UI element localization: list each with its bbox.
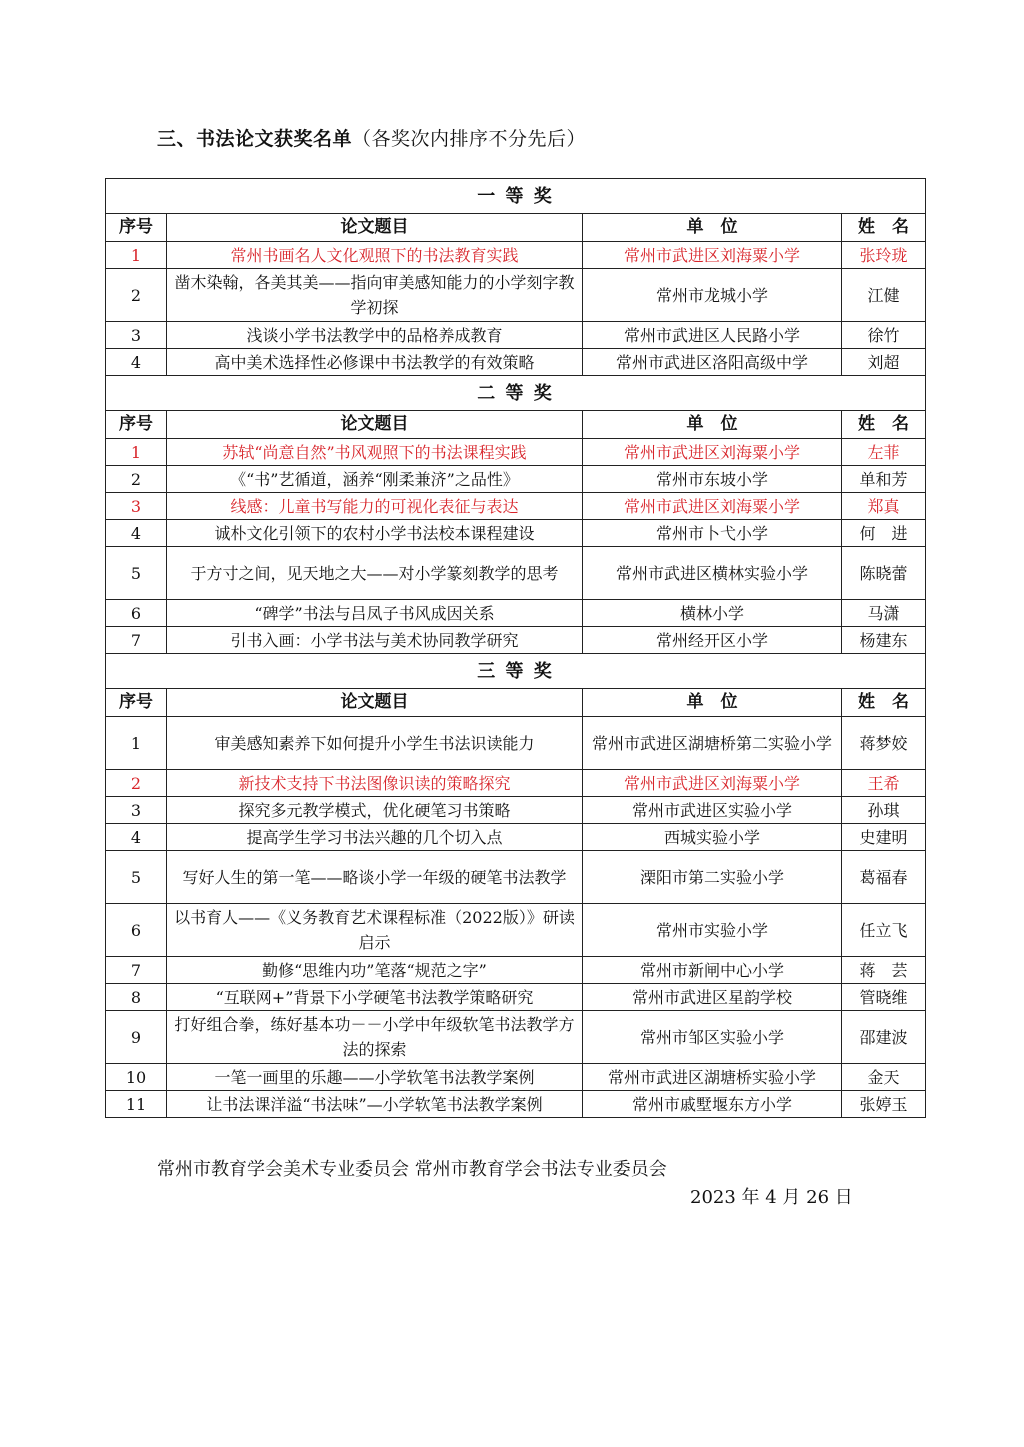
header-no: 序号 <box>106 689 167 717</box>
cell-name: 孙琪 <box>842 797 926 824</box>
cell-no: 3 <box>106 797 167 824</box>
cell-unit: 溧阳市第二实验小学 <box>583 851 842 904</box>
cell-unit: 西城实验小学 <box>583 824 842 851</box>
cell-no: 4 <box>106 824 167 851</box>
cell-no: 6 <box>106 904 167 957</box>
cell-unit: 常州市武进区人民路小学 <box>583 322 842 349</box>
header-no: 序号 <box>106 214 167 242</box>
cell-title: 一笔一画里的乐趣——小学软笔书法教学案例 <box>167 1064 583 1091</box>
column-header-row <box>106 411 926 439</box>
table-row <box>106 600 926 627</box>
cell-no: 5 <box>106 547 167 600</box>
cell-name: 徐竹 <box>842 322 926 349</box>
cell-unit: 常州市卜弋小学 <box>583 520 842 547</box>
cell-name: 左菲 <box>842 439 926 466</box>
cell-title: 审美感知素养下如何提升小学生书法识读能力 <box>167 717 583 770</box>
cell-unit: 常州市龙城小学 <box>583 269 842 322</box>
table-row <box>106 770 926 797</box>
column-header-row <box>106 214 926 242</box>
table-row <box>106 547 926 600</box>
cell-name: 张玲珑 <box>842 242 926 269</box>
cell-name: 金天 <box>842 1064 926 1091</box>
cell-title: 诚朴文化引领下的农村小学书法校本课程建设 <box>167 520 583 547</box>
table-row <box>106 269 926 322</box>
cell-no: 3 <box>106 493 167 520</box>
table-row <box>106 797 926 824</box>
table-row <box>106 520 926 547</box>
cell-unit: 常州市武进区刘海粟小学 <box>583 242 842 269</box>
table-row <box>106 904 926 957</box>
cell-unit: 常州市武进区湖塘桥实验小学 <box>583 1064 842 1091</box>
cell-title: 探究多元教学模式，优化硬笔习书策略 <box>167 797 583 824</box>
cell-name: 邵建波 <box>842 1011 926 1064</box>
header-title: 论文题目 <box>167 689 583 717</box>
table-row <box>106 1064 926 1091</box>
cell-name: 何 进 <box>842 520 926 547</box>
cell-no: 1 <box>106 439 167 466</box>
award-grade-label: 二 等 奖 <box>106 376 926 411</box>
cell-title: 常州书画名人文化观照下的书法教育实践 <box>167 242 583 269</box>
cell-no: 2 <box>106 269 167 322</box>
header-title: 论文题目 <box>167 214 583 242</box>
cell-no: 1 <box>106 717 167 770</box>
table-row <box>106 493 926 520</box>
cell-no: 4 <box>106 349 167 376</box>
table-row <box>106 957 926 984</box>
header-name: 姓 名 <box>842 689 926 717</box>
cell-name: 郑真 <box>842 493 926 520</box>
cell-title: 新技术支持下书法图像识读的策略探究 <box>167 770 583 797</box>
table-row <box>106 851 926 904</box>
cell-unit: 常州市武进区刘海粟小学 <box>583 493 842 520</box>
cell-name: 任立飞 <box>842 904 926 957</box>
cell-name: 张婷玉 <box>842 1091 926 1118</box>
cell-title: 于方寸之间，见天地之大——对小学篆刻教学的思考 <box>167 547 583 600</box>
table-row <box>106 242 926 269</box>
header-unit: 单 位 <box>583 689 842 717</box>
table-row <box>106 627 926 654</box>
header-title: 论文题目 <box>167 411 583 439</box>
header-no: 序号 <box>106 411 167 439</box>
cell-title: 以书育人——《义务教育艺术课程标准（2022版）》研读启示 <box>167 904 583 957</box>
cell-title: 写好人生的第一笔——略谈小学一年级的硬笔书法教学 <box>167 851 583 904</box>
award-grade-row <box>106 179 926 214</box>
cell-name: 杨建东 <box>842 627 926 654</box>
table-row <box>106 466 926 493</box>
footer-organizers: 常州市教育学会美术专业委员会 常州市教育学会书法专业委员会 <box>157 1159 667 1180</box>
cell-unit: 常州市邹区实验小学 <box>583 1011 842 1064</box>
cell-unit: 常州市武进区洛阳高级中学 <box>583 349 842 376</box>
header-name: 姓 名 <box>842 411 926 439</box>
cell-name: 刘超 <box>842 349 926 376</box>
cell-no: 9 <box>106 1011 167 1064</box>
cell-name: 马潇 <box>842 600 926 627</box>
cell-title: 打好组合拳，练好基本功－－小学中年级软笔书法教学方法的探索 <box>167 1011 583 1064</box>
heading-title: 三、书法论文获奖名单 <box>157 128 353 150</box>
cell-no: 4 <box>106 520 167 547</box>
cell-title: 勤修“思维内功”笔落“规范之字” <box>167 957 583 984</box>
cell-no: 10 <box>106 1064 167 1091</box>
cell-unit: 常州市新闸中心小学 <box>583 957 842 984</box>
cell-title: 《“书”艺循道，涵养“刚柔兼济”之品性》 <box>167 466 583 493</box>
cell-title: “碑学”书法与吕凤子书风成因关系 <box>167 600 583 627</box>
table-row <box>106 349 926 376</box>
cell-no: 1 <box>106 242 167 269</box>
heading-note: （各奖次内排序不分先后） <box>352 128 587 150</box>
table-row <box>106 1091 926 1118</box>
cell-unit: 常州市武进区实验小学 <box>583 797 842 824</box>
cell-no: 7 <box>106 627 167 654</box>
cell-unit: 横林小学 <box>583 600 842 627</box>
awards-table <box>105 178 926 1118</box>
table-row <box>106 824 926 851</box>
table-row <box>106 322 926 349</box>
table-row <box>106 984 926 1011</box>
table-row <box>106 1011 926 1064</box>
cell-unit: 常州市武进区刘海粟小学 <box>583 770 842 797</box>
cell-unit: 常州经开区小学 <box>583 627 842 654</box>
award-grade-row <box>106 654 926 689</box>
cell-unit: 常州市武进区湖塘桥第二实验小学 <box>583 717 842 770</box>
award-grade-row <box>106 376 926 411</box>
cell-name: 王希 <box>842 770 926 797</box>
cell-no: 11 <box>106 1091 167 1118</box>
award-grade-label: 三 等 奖 <box>106 654 926 689</box>
cell-no: 8 <box>106 984 167 1011</box>
cell-title: 线感：儿童书写能力的可视化表征与表达 <box>167 493 583 520</box>
cell-name: 单和芳 <box>842 466 926 493</box>
cell-title: “互联网+”背景下小学硬笔书法教学策略研究 <box>167 984 583 1011</box>
cell-name: 蒋 芸 <box>842 957 926 984</box>
cell-title: 让书法课洋溢“书法味”—小学软笔书法教学案例 <box>167 1091 583 1118</box>
cell-unit: 常州市东坡小学 <box>583 466 842 493</box>
cell-no: 7 <box>106 957 167 984</box>
cell-unit: 常州市武进区星韵学校 <box>583 984 842 1011</box>
header-name: 姓 名 <box>842 214 926 242</box>
cell-name: 江健 <box>842 269 926 322</box>
cell-title: 苏轼“尚意自然”书风观照下的书法课程实践 <box>167 439 583 466</box>
cell-title: 凿木染翰，各美其美——指向审美感知能力的小学刻字教学初探 <box>167 269 583 322</box>
cell-no: 6 <box>106 600 167 627</box>
page-heading <box>157 124 586 151</box>
table-row <box>106 717 926 770</box>
header-unit: 单 位 <box>583 411 842 439</box>
award-grade-label: 一 等 奖 <box>106 179 926 214</box>
awards-table-body <box>106 179 926 1118</box>
cell-name: 葛福春 <box>842 851 926 904</box>
cell-title: 高中美术选择性必修课中书法教学的有效策略 <box>167 349 583 376</box>
cell-name: 陈晓蕾 <box>842 547 926 600</box>
cell-title: 提高学生学习书法兴趣的几个切入点 <box>167 824 583 851</box>
table-row <box>106 439 926 466</box>
cell-name: 史建明 <box>842 824 926 851</box>
cell-name: 蒋梦姣 <box>842 717 926 770</box>
cell-unit: 常州市实验小学 <box>583 904 842 957</box>
header-unit: 单 位 <box>583 214 842 242</box>
cell-unit: 常州市戚墅堰东方小学 <box>583 1091 842 1118</box>
cell-unit: 常州市武进区刘海粟小学 <box>583 439 842 466</box>
footer-date: 2023 年 4 月 26 日 <box>690 1187 853 1208</box>
cell-no: 2 <box>106 466 167 493</box>
cell-no: 5 <box>106 851 167 904</box>
cell-no: 2 <box>106 770 167 797</box>
cell-unit: 常州市武进区横林实验小学 <box>583 547 842 600</box>
cell-title: 引书入画：小学书法与美术协同教学研究 <box>167 627 583 654</box>
column-header-row <box>106 689 926 717</box>
cell-name: 管晓维 <box>842 984 926 1011</box>
cell-title: 浅谈小学书法教学中的品格养成教育 <box>167 322 583 349</box>
cell-no: 3 <box>106 322 167 349</box>
